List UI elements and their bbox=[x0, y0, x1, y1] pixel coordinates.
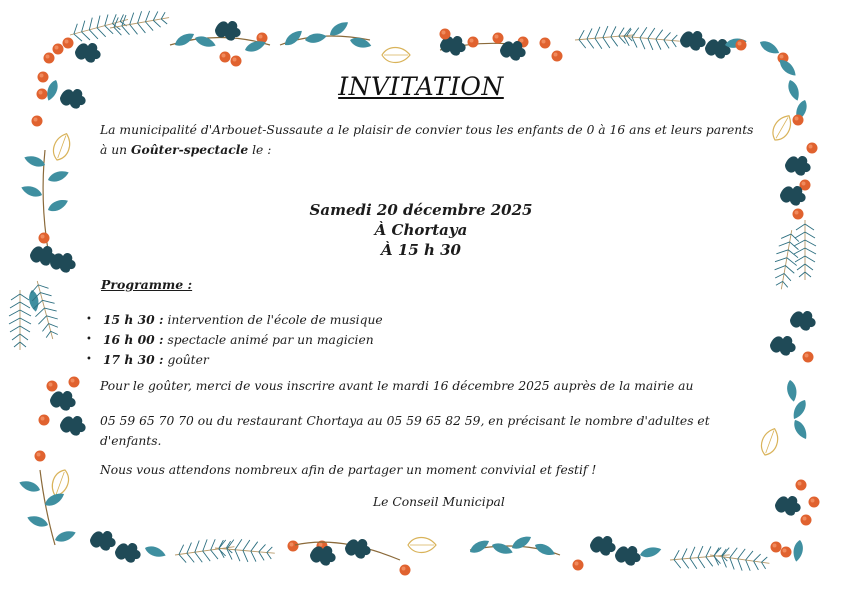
programme-item bbox=[86, 350, 383, 370]
programme-list bbox=[86, 310, 383, 370]
registration-line-1: Pour le goûter, merci de vous inscrire avant le mardi 16 décembre 2025 auprès de la mairie au bbox=[100, 379, 694, 393]
programme-time: 17 h 30 : bbox=[103, 352, 164, 367]
programme-time: 15 h 30 : bbox=[103, 312, 164, 327]
intro-event-name: Goûter-spectacle bbox=[131, 142, 249, 157]
programme-text: intervention de l'école de musique bbox=[163, 313, 383, 327]
programme-item bbox=[86, 330, 383, 350]
registration-line-2: 05 59 65 70 70 ou du restaurant Chortaya au 05 59 65 82 59, en précisant le nombre d'adultes et d'enfants. bbox=[100, 414, 710, 448]
programme-item bbox=[86, 310, 383, 330]
closing-paragraph: Nous vous attendons nombreux afin de partager un moment convivial et festif ! bbox=[100, 463, 597, 477]
intro-paragraph bbox=[100, 120, 760, 160]
intro-text-end: le : bbox=[248, 143, 272, 157]
bullet-icon: • bbox=[86, 354, 92, 365]
bullet-icon: • bbox=[86, 314, 92, 325]
event-date: Samedi 20 décembre 2025 bbox=[309, 201, 533, 219]
intro-text-start: La municipalité d'Arbouet-Sussaute a le plaisir de convier tous les enfants de 0 à 16 ans et leurs parents à un bbox=[100, 123, 754, 157]
programme-text: goûter bbox=[163, 353, 209, 367]
event-details bbox=[0, 200, 842, 260]
programme-time: 16 h 00 : bbox=[103, 332, 164, 347]
bullet-icon: • bbox=[86, 334, 92, 345]
event-place: À Chortaya bbox=[374, 221, 468, 239]
programme-text: spectacle animé par un magicien bbox=[163, 333, 374, 347]
signature: Le Conseil Municipal bbox=[373, 495, 505, 509]
event-time: À 15 h 30 bbox=[381, 241, 461, 259]
programme-heading: Programme : bbox=[101, 277, 193, 292]
invitation-title: INVITATION bbox=[338, 72, 504, 101]
